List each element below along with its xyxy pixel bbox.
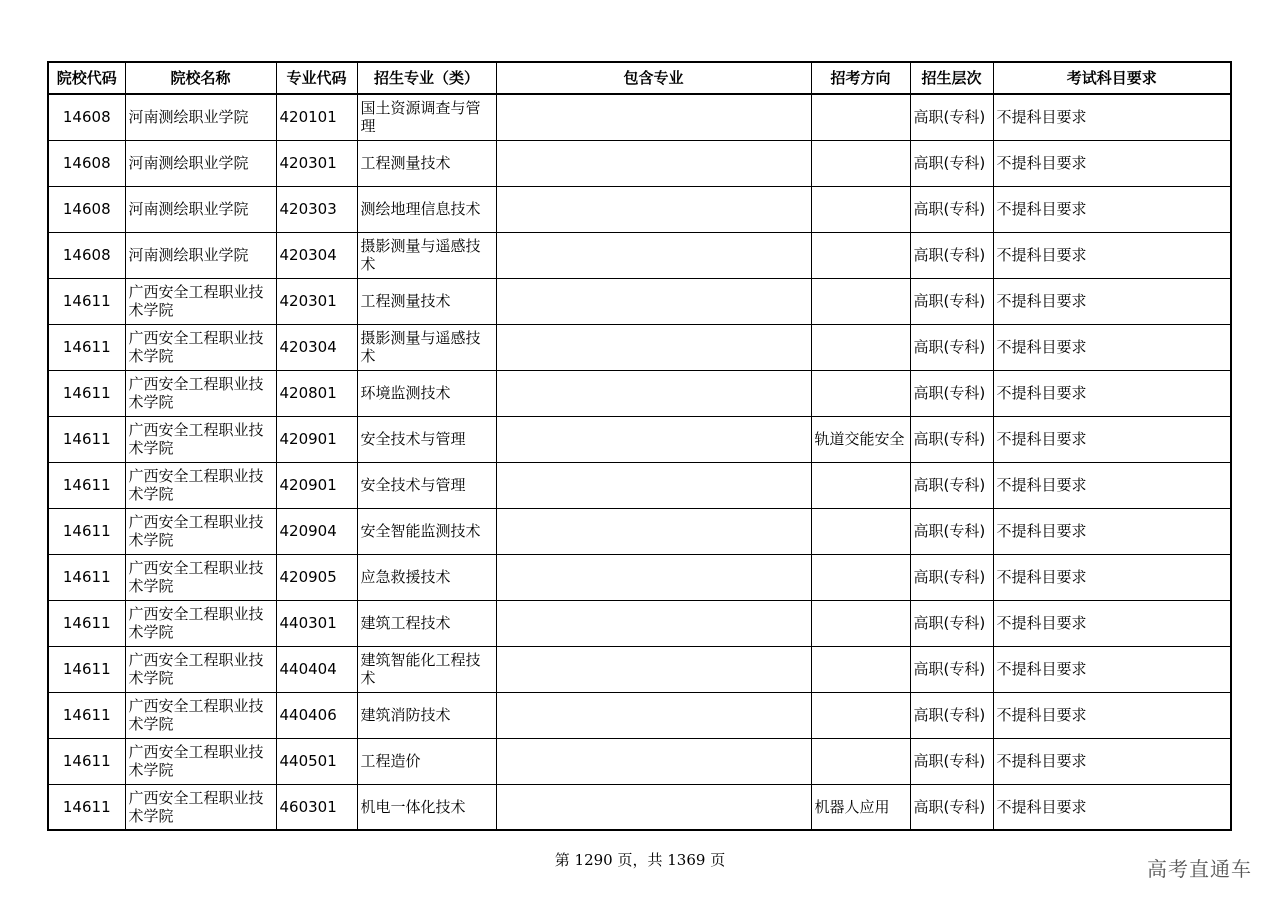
included-majors-cell	[496, 508, 811, 554]
school-name-cell: 广西安全工程职业技术学院	[125, 646, 276, 692]
major-code-cell: 420901	[276, 416, 357, 462]
level-cell: 高职(专科)	[910, 416, 993, 462]
table-row	[48, 370, 1231, 416]
major-code-cell: 460301	[276, 784, 357, 830]
school-name-cell: 广西安全工程职业技术学院	[125, 324, 276, 370]
school-code-cell: 14611	[48, 784, 125, 830]
direction-cell	[811, 232, 910, 278]
major-name-cell: 建筑智能化工程技术	[357, 646, 496, 692]
level-cell: 高职(专科)	[910, 784, 993, 830]
school-code-cell: 14611	[48, 692, 125, 738]
included-majors-cell	[496, 278, 811, 324]
major-name-cell: 机电一体化技术	[357, 784, 496, 830]
level-cell: 高职(专科)	[910, 646, 993, 692]
direction-cell	[811, 278, 910, 324]
school-code-cell: 14611	[48, 278, 125, 324]
included-majors-cell	[496, 600, 811, 646]
subject-requirement-cell: 不提科目要求	[993, 278, 1231, 324]
direction-cell	[811, 324, 910, 370]
included-majors-cell	[496, 370, 811, 416]
major-code-cell: 420301	[276, 278, 357, 324]
subject-requirement-header: 考试科目要求	[993, 62, 1231, 94]
subject-requirement-cell: 不提科目要求	[993, 186, 1231, 232]
level-cell: 高职(专科)	[910, 692, 993, 738]
school-name-cell: 广西安全工程职业技术学院	[125, 692, 276, 738]
direction-cell	[811, 646, 910, 692]
major-code-header: 专业代码	[276, 62, 357, 94]
table-row	[48, 140, 1231, 186]
level-cell: 高职(专科)	[910, 508, 993, 554]
school-name-header: 院校名称	[125, 62, 276, 94]
school-name-cell: 广西安全工程职业技术学院	[125, 738, 276, 784]
school-code-cell: 14611	[48, 462, 125, 508]
subject-requirement-cell: 不提科目要求	[993, 232, 1231, 278]
table-row	[48, 94, 1231, 140]
subject-requirement-cell: 不提科目要求	[993, 462, 1231, 508]
school-name-cell: 河南测绘职业学院	[125, 186, 276, 232]
level-cell: 高职(专科)	[910, 462, 993, 508]
watermark-text: 高考直通车	[1147, 857, 1252, 881]
page-number: 第 1290 页，共 1369 页	[554, 851, 726, 869]
major-code-cell: 420801	[276, 370, 357, 416]
table-row	[48, 738, 1231, 784]
subject-requirement-cell: 不提科目要求	[993, 646, 1231, 692]
school-name-cell: 河南测绘职业学院	[125, 140, 276, 186]
school-code-cell: 14608	[48, 94, 125, 140]
subject-requirement-cell: 不提科目要求	[993, 416, 1231, 462]
school-code-cell: 14611	[48, 370, 125, 416]
school-name-cell: 广西安全工程职业技术学院	[125, 278, 276, 324]
major-code-cell: 420905	[276, 554, 357, 600]
school-name-cell: 河南测绘职业学院	[125, 232, 276, 278]
major-name-cell: 安全智能监测技术	[357, 508, 496, 554]
level-cell: 高职(专科)	[910, 370, 993, 416]
included-majors-cell	[496, 140, 811, 186]
included-majors-header: 包含专业	[496, 62, 811, 94]
table-row	[48, 232, 1231, 278]
major-name-cell: 应急救援技术	[357, 554, 496, 600]
included-majors-cell	[496, 738, 811, 784]
included-majors-cell	[496, 646, 811, 692]
subject-requirement-cell: 不提科目要求	[993, 600, 1231, 646]
direction-cell: 轨道交能安全	[811, 416, 910, 462]
direction-cell	[811, 554, 910, 600]
table-row	[48, 784, 1231, 830]
major-name-cell: 工程测量技术	[357, 278, 496, 324]
included-majors-cell	[496, 186, 811, 232]
table-row	[48, 324, 1231, 370]
major-code-cell: 420303	[276, 186, 357, 232]
subject-requirement-cell: 不提科目要求	[993, 370, 1231, 416]
major-code-cell: 440501	[276, 738, 357, 784]
major-name-cell: 工程测量技术	[357, 140, 496, 186]
major-name-cell: 国土资源调查与管理	[357, 94, 496, 140]
major-code-cell: 420901	[276, 462, 357, 508]
included-majors-cell	[496, 784, 811, 830]
level-cell: 高职(专科)	[910, 140, 993, 186]
subject-requirement-cell: 不提科目要求	[993, 94, 1231, 140]
school-code-cell: 14611	[48, 416, 125, 462]
direction-cell	[811, 462, 910, 508]
school-name-cell: 广西安全工程职业技术学院	[125, 508, 276, 554]
table-header	[48, 62, 1231, 94]
school-code-cell: 14611	[48, 738, 125, 784]
direction-cell	[811, 508, 910, 554]
direction-header: 招考方向	[811, 62, 910, 94]
level-cell: 高职(专科)	[910, 186, 993, 232]
major-code-cell: 420301	[276, 140, 357, 186]
school-code-cell: 14611	[48, 554, 125, 600]
major-name-cell: 建筑消防技术	[357, 692, 496, 738]
school-name-cell: 广西安全工程职业技术学院	[125, 370, 276, 416]
school-code-cell: 14611	[48, 646, 125, 692]
table-row	[48, 462, 1231, 508]
table-row	[48, 416, 1231, 462]
school-name-cell: 广西安全工程职业技术学院	[125, 416, 276, 462]
table-row	[48, 186, 1231, 232]
major-code-cell: 420304	[276, 324, 357, 370]
level-cell: 高职(专科)	[910, 554, 993, 600]
direction-cell	[811, 600, 910, 646]
included-majors-cell	[496, 692, 811, 738]
school-name-cell: 广西安全工程职业技术学院	[125, 784, 276, 830]
included-majors-cell	[496, 462, 811, 508]
level-header: 招生层次	[910, 62, 993, 94]
major-name-cell: 工程造价	[357, 738, 496, 784]
subject-requirement-cell: 不提科目要求	[993, 140, 1231, 186]
included-majors-cell	[496, 416, 811, 462]
major-code-cell: 440301	[276, 600, 357, 646]
major-name-cell: 安全技术与管理	[357, 462, 496, 508]
major-code-cell: 420904	[276, 508, 357, 554]
major-name-cell: 摄影测量与遥感技术	[357, 324, 496, 370]
subject-requirement-cell: 不提科目要求	[993, 738, 1231, 784]
major-name-cell: 测绘地理信息技术	[357, 186, 496, 232]
major-code-cell: 420304	[276, 232, 357, 278]
level-cell: 高职(专科)	[910, 94, 993, 140]
level-cell: 高职(专科)	[910, 738, 993, 784]
major-code-cell: 440404	[276, 646, 357, 692]
school-name-cell: 广西安全工程职业技术学院	[125, 600, 276, 646]
major-code-cell: 420101	[276, 94, 357, 140]
included-majors-cell	[496, 94, 811, 140]
school-name-cell: 河南测绘职业学院	[125, 94, 276, 140]
included-majors-cell	[496, 554, 811, 600]
direction-cell	[811, 370, 910, 416]
subject-requirement-cell: 不提科目要求	[993, 692, 1231, 738]
level-cell: 高职(专科)	[910, 232, 993, 278]
subject-requirement-cell: 不提科目要求	[993, 508, 1231, 554]
school-code-cell: 14608	[48, 186, 125, 232]
major-name-cell: 环境监测技术	[357, 370, 496, 416]
school-name-cell: 广西安全工程职业技术学院	[125, 554, 276, 600]
level-cell: 高职(专科)	[910, 600, 993, 646]
table-row	[48, 278, 1231, 324]
school-code-cell: 14608	[48, 232, 125, 278]
school-code-cell: 14611	[48, 600, 125, 646]
school-code-cell: 14608	[48, 140, 125, 186]
table-body	[48, 94, 1231, 830]
included-majors-cell	[496, 324, 811, 370]
direction-cell: 机器人应用	[811, 784, 910, 830]
direction-cell	[811, 692, 910, 738]
major-name-cell: 建筑工程技术	[357, 600, 496, 646]
school-code-cell: 14611	[48, 324, 125, 370]
school-name-cell: 广西安全工程职业技术学院	[125, 462, 276, 508]
table-row	[48, 554, 1231, 600]
table-row	[48, 600, 1231, 646]
subject-requirement-cell: 不提科目要求	[993, 784, 1231, 830]
included-majors-cell	[496, 232, 811, 278]
subject-requirement-cell: 不提科目要求	[993, 324, 1231, 370]
major-name-cell: 摄影测量与遥感技术	[357, 232, 496, 278]
major-category-header: 招生专业（类）	[357, 62, 496, 94]
header-row	[48, 62, 1231, 94]
direction-cell	[811, 94, 910, 140]
table-row	[48, 508, 1231, 554]
table-row	[48, 692, 1231, 738]
admissions-table	[47, 61, 1232, 831]
school-code-cell: 14611	[48, 508, 125, 554]
subject-requirement-cell: 不提科目要求	[993, 554, 1231, 600]
major-code-cell: 440406	[276, 692, 357, 738]
direction-cell	[811, 186, 910, 232]
major-name-cell: 安全技术与管理	[357, 416, 496, 462]
direction-cell	[811, 140, 910, 186]
school-code-header: 院校代码	[48, 62, 125, 94]
direction-cell	[811, 738, 910, 784]
level-cell: 高职(专科)	[910, 278, 993, 324]
table-row	[48, 646, 1231, 692]
level-cell: 高职(专科)	[910, 324, 993, 370]
